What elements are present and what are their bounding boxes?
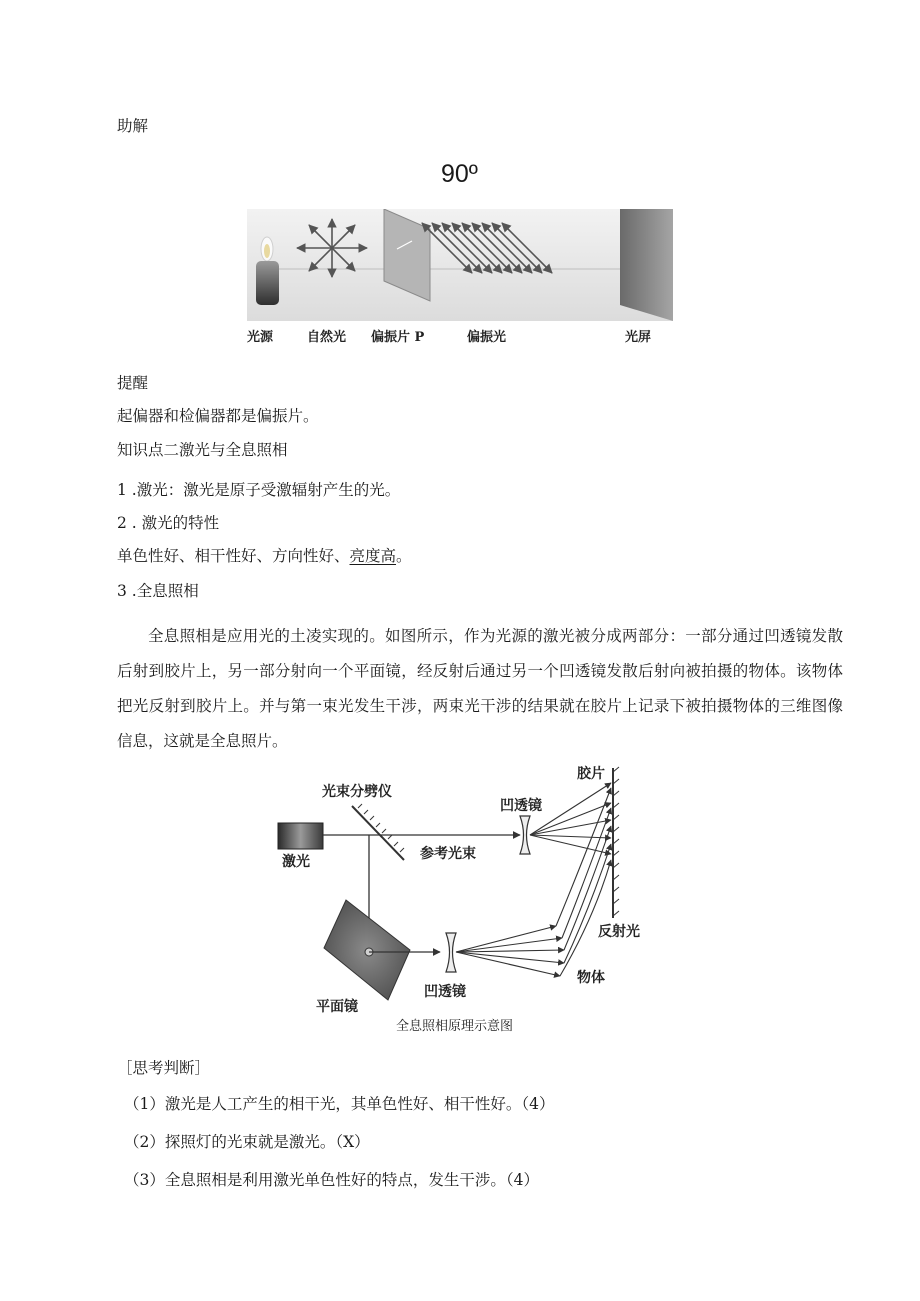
label-film: 胶片 <box>577 766 605 782</box>
reflected-rays <box>556 788 611 976</box>
reminder-title: 提醒 <box>117 374 149 392</box>
concave-lens-bottom <box>446 933 456 972</box>
label-screen: 光屏 <box>625 330 652 344</box>
figure2-caption: 全息照相原理示意图 <box>396 1019 514 1034</box>
label-mirror: 平面镜 <box>316 999 358 1015</box>
properties-text: 单色性好、相干性好、方向性好、 <box>117 547 350 565</box>
judgment-3: （3）全息照相是利用激光单色性好的特点，发生干涉。（4） <box>124 1171 539 1189</box>
reminder-text: 起偏器和检偏器都是偏振片。 <box>117 407 319 425</box>
label-object: 物体 <box>577 970 605 986</box>
angle-label: 90º <box>441 160 478 188</box>
label-source: 光源 <box>247 330 274 344</box>
holography-paragraph: 全息照相是应用光的土凌实现的。如图所示，作为光源的激光被分成两部分：一部分通过凹透镜发散后射到胶片上，另一部分射向一个平面镜，经反射后通过另一个凹透镜发散后射向被拍摄的物体。该物体把光反射到胶片上。并与第一束光发生干涉，两束光干涉的结果就在胶片上记录下被拍摄物体的三维图像信息，这就是全息照片。 <box>117 627 843 750</box>
film <box>613 767 619 918</box>
holography-figure <box>272 758 652 1040</box>
item-1: 1 .激光：激光是原子受激辐射产生的光。 <box>117 481 401 499</box>
laser-properties <box>117 546 412 566</box>
beam-splitter <box>352 804 404 860</box>
polarization-figure <box>247 209 673 344</box>
judgment-2: （2）探照灯的光束就是激光。（X） <box>124 1133 370 1151</box>
thinking-title: ［思考判断］ <box>117 1059 211 1077</box>
label-polarized-light: 偏振光 <box>467 330 507 344</box>
judgment-1: （1）激光是人工产生的相干光，其单色性好、相干性好。（4） <box>124 1095 555 1113</box>
header-label: 助解 <box>117 117 149 135</box>
properties-end: 。 <box>396 547 412 565</box>
section-title: 知识点二激光与全息照相 <box>117 441 288 459</box>
brightness-underlined: 亮度高 <box>349 547 397 565</box>
label-reference-beam: 参考光束 <box>420 846 476 862</box>
label-concave-top: 凹透镜 <box>500 798 542 814</box>
label-natural-light: 自然光 <box>307 330 347 344</box>
label-concave-bottom: 凹透镜 <box>424 984 466 1000</box>
label-laser: 激光 <box>282 854 310 870</box>
label-reflected-light: 反射光 <box>598 924 640 940</box>
item-2: 2 . 激光的特性 <box>117 514 220 532</box>
concave-lens-top <box>520 816 530 854</box>
laser-device <box>278 823 323 849</box>
light-screen <box>620 209 673 321</box>
label-polarizer: 偏振片 P <box>371 330 425 344</box>
item-3: 3 .全息照相 <box>117 582 199 600</box>
label-splitter: 光束分劈仪 <box>322 784 392 800</box>
object-rays <box>456 926 564 976</box>
